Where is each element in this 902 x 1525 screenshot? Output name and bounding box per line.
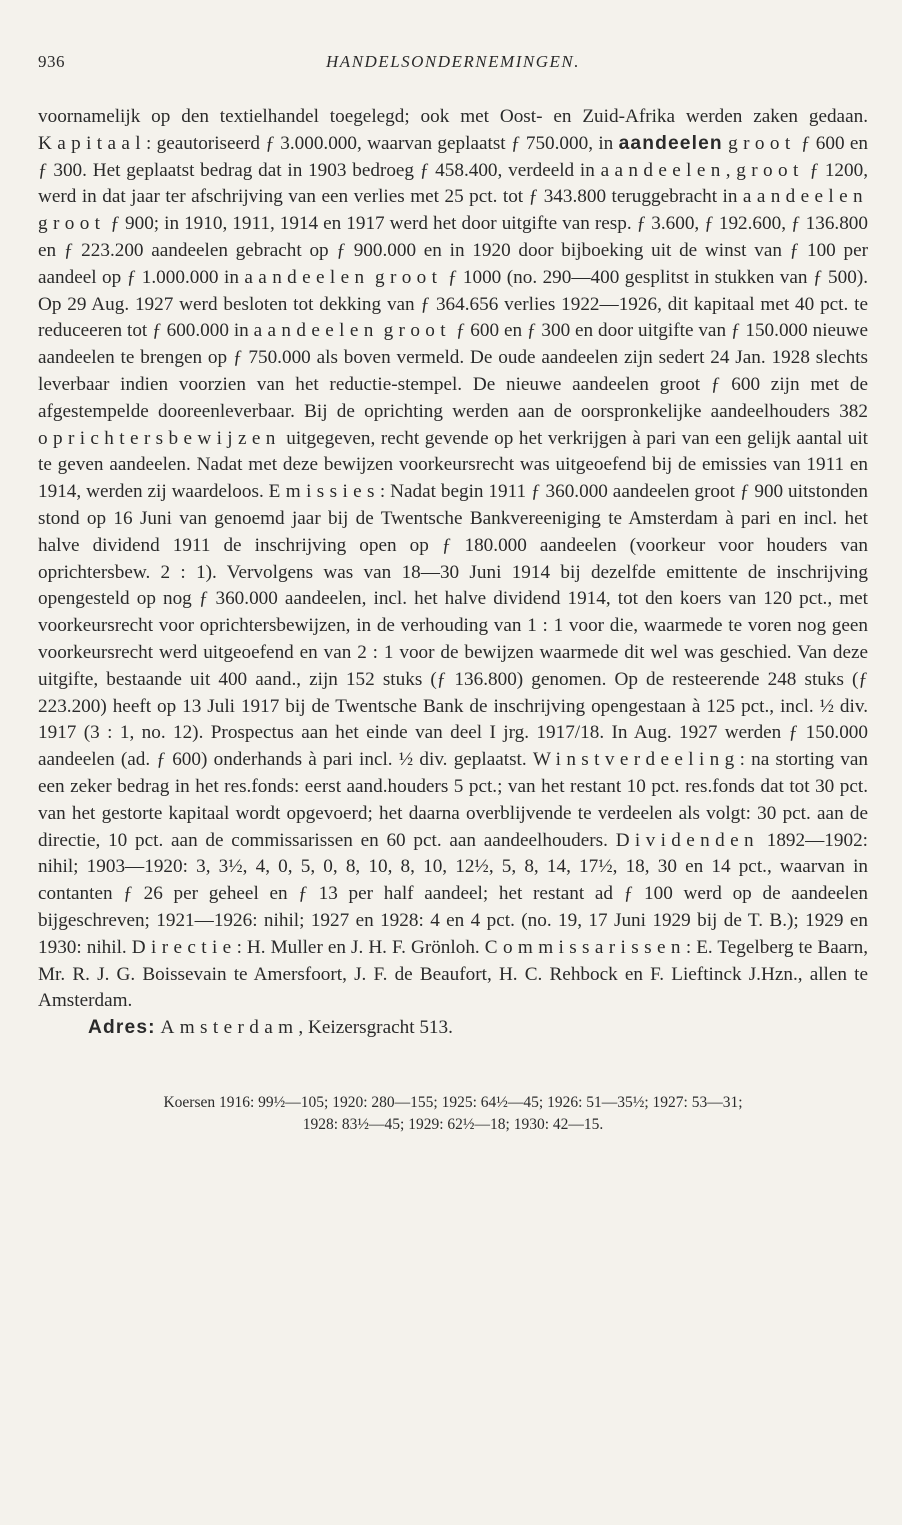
section-heading-dividenden: Dividenden xyxy=(615,829,759,851)
text-segment: 1892—1902: nihil; 1903—1920: 3, 3½, 4, 0, 5, 0, 8, 10, 8, 10, 12½, 5, 8, 14, 17½, 18, 30 en 14 pct., waarvan in contanten ƒ 26 per geheel en ƒ 13 per half aandeel; het restant ad ƒ 100 werd op de aandeelen bijgeschreven; 1921—1926: nihil; 1927 en 1928: 4 en 4 pct. (no. 19, 17 Juni 1929 bij de T. B.); 1929 en 1930: nihil. xyxy=(38,829,869,958)
emphasis-aandeelen: aandeelen xyxy=(253,320,379,342)
text-segment: : geautoriseerd ƒ 3.000.000, waarvan geplaatst ƒ 750.000, in xyxy=(146,132,619,154)
page-number: 936 xyxy=(38,52,65,71)
section-heading-commissarissen: Commissarissen xyxy=(484,936,686,958)
emphasis-aandeelen: aandeelen xyxy=(618,132,723,154)
text-segment: ƒ 900; in 1910, 1911, 1914 en 1917 werd het door uitgifte van resp. ƒ 3.600, ƒ 192.600, ƒ 136.800 en ƒ 223.200 aandeelen gebracht op ƒ 900.000 en in 1920 door bijboeking uit de winst van ƒ 100 per aandeel op ƒ 1.000.000 in xyxy=(38,213,868,288)
emphasis-groot: groot xyxy=(383,320,451,342)
text-segment: , xyxy=(725,159,737,181)
company-description xyxy=(38,104,868,1015)
emphasis-oprichtersbewijzen: oprichtersbewijzen xyxy=(38,427,281,449)
text-segment: ƒ 600 en ƒ 300 en door uitgifte van ƒ 150.000 nieuwe aandeelen te brengen op ƒ 750.000 als boven vermeld. De oude aandeelen zijn sedert 24 Jan. 1928 slechts leverbaar indien voorzien van het reductie-stempel. De nieuwe aandeelen groot ƒ 600 zijn met de afgestempelde dooreenleverbaar. Bij de oprichting werden aan de oorspronkelijke aandeelhouders 382 xyxy=(38,320,869,422)
section-heading-winstverdeeling: Winstverdeeling xyxy=(532,749,740,771)
emphasis-groot: groot xyxy=(38,213,106,235)
emphasis-aandeelen: aandeelen xyxy=(742,186,868,208)
text-segment: uitgegeven, recht gevende op het verkrijgen à pari van een gelijk aantal uit te geven aandeelen. Nadat met deze bewijzen voorkeursrecht was uitgeoefend bij de emissies van 1911 en 1914, werden zij waardeloos. xyxy=(38,427,868,503)
section-heading-emissies: Emissies xyxy=(268,481,380,503)
running-title: HANDELSONDERNEMINGEN. xyxy=(326,52,580,71)
section-heading-kapitaal: Kapitaal xyxy=(38,132,146,154)
text-segment: : H. Muller en J. H. F. Grönloh. xyxy=(236,936,485,958)
page xyxy=(38,52,868,1136)
quotes-line-2: 1928: 83½—45; 1929: 62½—18; 1930: 42—15. xyxy=(302,1115,604,1133)
emphasis-aandeelen: aandeelen xyxy=(244,266,370,288)
emphasis-aandeelen: aandeelen xyxy=(600,159,726,181)
quotes-line-1: Koersen 1916: 99½—105; 1920: 280—155; 1925: 64½—45; 1926: 51—35½; 1927: 53—31; xyxy=(163,1093,743,1111)
text-segment: ƒ 600 en ƒ 300. Het geplaatst bedrag dat in 1903 bedroeg ƒ 458.400, verdeeld in xyxy=(38,132,868,181)
emphasis-groot: groot xyxy=(374,266,443,288)
price-quotes xyxy=(38,1092,868,1136)
emphasis-groot: groot xyxy=(736,159,804,181)
address-city: Amsterdam xyxy=(160,1017,299,1039)
text-segment: ƒ 1200, werd in dat jaar ter afschrijving van een verlies met 25 pct. tot ƒ 343.800 teruggebracht in xyxy=(38,159,869,208)
text-segment: : Nadat begin 1911 ƒ 360.000 aandeelen groot ƒ 900 uitstonden stond op 16 Juni van genoemd jaar bij de Twentsche Bankvereeniging te Amsterdam à pari en incl. het halve dividend 1911 de inschrijving open op ƒ 180.000 aandeelen (voorkeur voor houders van oprichtersbew. 2 : 1). Vervolgens was van 18—30 Juni 1914 bij dezelfde emittente de inschrijving opengesteld op nog ƒ 360.000 aandeelen, incl. het halve dividend 1914, tot den koers van 120 pct., met voorkeursrecht voor oprichtersbewijzen, in de verhouding van 1 : 1 voor die, waarmede te voren nog geen voorkeursrecht werd uitgeoefend en van 2 : 1 voor de bewijzen waarmede dit wel was geschied. Van deze uitgifte, bestaande uit 400 aand., zijn 152 stuks (ƒ 136.800) genomen. Op de resteerende 248 stuks (ƒ 223.200) heeft op 13 Juli 1917 bij de Twentsche Bank de inschrijving opengestaan à 125 pct., incl. ½ div. 1917 (3 : 1, no. 12). Prospectus aan het einde van deel I jrg. 1917/18. In Aug. 1927 werden ƒ 150.000 aandeelen (ad. ƒ 600) onderhands à pari incl. ½ div. geplaatst. xyxy=(38,481,868,771)
emphasis-groot: groot xyxy=(728,132,796,154)
text-segment: ƒ 1000 (no. 290—400 gesplitst in stukken van ƒ 500). Op 29 Aug. 1927 werd besloten tot dekking van ƒ 364.656 verlies 1922—1926, dit kapitaal met 40 pct. te reduceeren tot ƒ 600.000 in xyxy=(38,266,869,342)
page-header xyxy=(38,52,868,92)
text-segment: : E. Tegelberg te Baarn, Mr. R. J. G. Boissevain te Amersfoort, J. F. de Beaufort, H. C. Rehbock en F. Lieftinck J.Hzn., allen te Amsterdam. xyxy=(38,936,869,1012)
section-heading-directie: Directie xyxy=(131,936,237,958)
address-street: , Keizersgracht 513. xyxy=(298,1017,453,1039)
text-segment: : na storting van een zeker bedrag in het res.fonds: eerst aand.houders 5 pct.; van het restant 10 pct. res.fonds dat tot 30 pct. van het gestorte kapitaal wordt opgevoerd; het daarna overblijvende te verdeelen als volgt: 30 pct. aan de directie, 10 pct. aan de commissarissen en 60 pct. aan aandeelhouders. xyxy=(38,749,869,851)
address-line xyxy=(38,1015,868,1042)
address-label: Adres: xyxy=(88,1017,156,1039)
text-segment: voornamelijk op den textielhandel toegelegd; ook met Oost- en Zuid-Afrika werden zaken gedaan. xyxy=(38,106,868,127)
